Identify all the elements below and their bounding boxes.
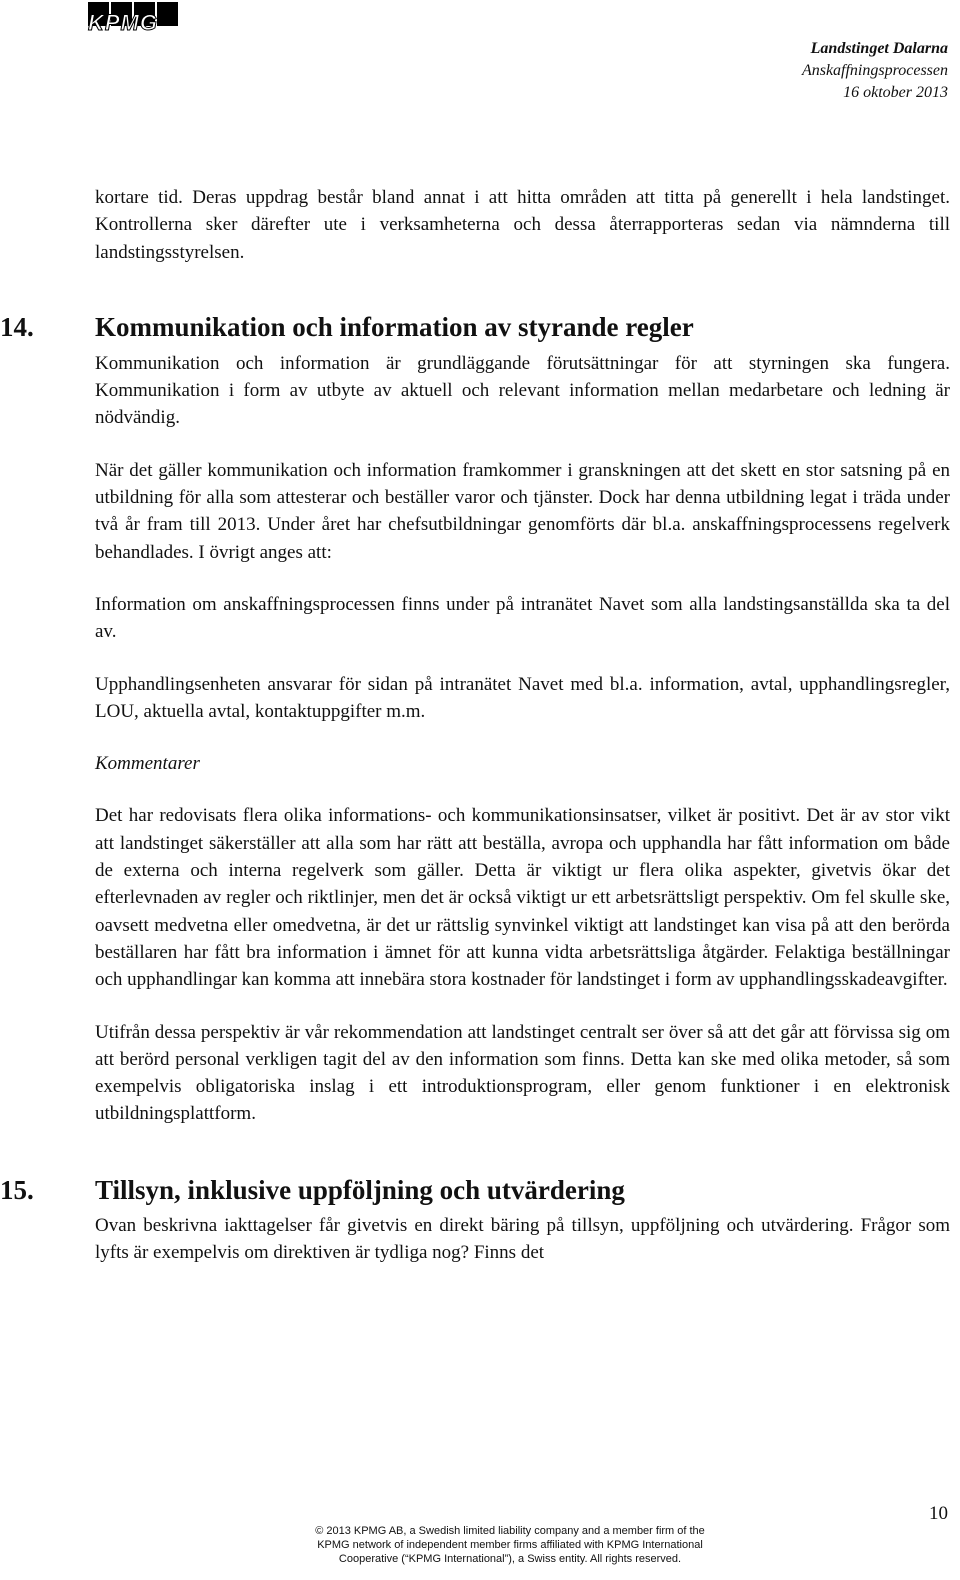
footer-line-1: © 2013 KPMG AB, a Swedish limited liability company and a member firm of the <box>315 1525 705 1537</box>
section-14-paragraph-6: Utifrån dessa perspektiv är vår rekommendation att landstinget centralt ser över så att det går att förvissa sig om att berörd personal verkligen tagit del av den information som finns. Detta kan ske med olika metoder, så som exempelvis obligatoriska inslag i ett introduktionsprogram, eller genom funktioner i en elektronisk utbildningsplattform. <box>95 1021 950 1125</box>
logo-text: KPMG <box>88 10 158 35</box>
footer-line-2: KPMG network of independent member firms affiliated with KPMG International <box>317 1539 703 1551</box>
section-14-paragraph-5: Det har redovisats flera olika informations- och kommunikationsinsatser, vilket är positivt. Det är av stor vikt att landstinget säkerställer att alla som har rätt att beställa, avropa och upphandla har fått information om både de externa och interna regelverk som gäller. Detta är viktigt ur flera olika aspekter, givetvis ökar det efterlevnaden av regler och riktlinjer, men det är också viktigt ur ett arbetsrättsligt perspektiv. Om fel skulle ske, oavsett medvetna eller omedvetna, är det ur rättslig synvinkel viktigt att landstinget kan visa på att den berörda beställaren har fått bra information i ämnet för att kunna vidta arbetsrättsliga åtgärder. Felaktiga beställningar och upphandlingar kan komma att innebära stora kostnader för landstinget i form av upphandlingsskadeavgifter. <box>95 805 950 991</box>
header-organization: Landstinget Dalarna <box>810 40 948 57</box>
section-14-paragraph-3: Information om anskaffningsprocessen finns under på intranätet Navet som alla landstingsanställda ska ta del av. <box>95 593 950 643</box>
kpmg-logo <box>88 2 178 36</box>
page-number: 10 <box>929 1503 948 1524</box>
section-14-heading <box>0 310 950 344</box>
page-footer <box>290 1524 730 1566</box>
header-date: 16 oktober 2013 <box>843 84 948 101</box>
section-15-heading <box>0 1173 950 1207</box>
section-15-paragraph-1: Ovan beskrivna iakttagelser får givetvis en direkt bäring på tillsyn, uppföljning och utvärdering. Frågor som lyfts är exempelvis om direktiven är tydliga nog? Finns det <box>95 1214 950 1264</box>
comments-label: Kommentarer <box>95 753 200 775</box>
section-14-title: Kommunikation och information av styrande regler <box>95 311 694 342</box>
intro-paragraph: kortare tid. Deras uppdrag består bland annat i att hitta områden att titta på generellt i hela landstinget. Kontrollerna sker därefter ute i verksamheterna och dessa återrapporteras sedan via nämnderna till landstingsstyrelsen. <box>95 187 950 263</box>
section-14-paragraph-1: Kommunikation och information är grundläggande förutsättningar för att styrningen ska fungera. Kommunikation i form av utbyte av aktuell och relevant information mellan medarbetare och ledning är nödvändig. <box>95 352 950 429</box>
section-14-number: 14. <box>0 311 34 342</box>
section-14-paragraph-2: När det gäller kommunikation och information framkommer i granskningen att det skett en stor satsning på en utbildning för alla som attesterar och beställer varor och tjänster. Dock har denna utbildning legat i träda under två år fram till 2013. Under året har chefsutbildningar genomförts där bl.a. anskaffningsprocessens regelverk behandlades. I övrigt anges att: <box>95 459 950 563</box>
section-14-paragraph-4: Upphandlingsenheten ansvarar för sidan på intranätet Navet med bl.a. information, avtal, upphandlingsregler, LOU, aktuella avtal, kontaktuppgifter m.m. <box>95 673 950 722</box>
header-report-title: Anskaffningsprocessen <box>801 62 948 79</box>
section-15-number: 15. <box>0 1174 34 1205</box>
document-body <box>0 184 950 1266</box>
footer-line-3: Cooperative (“KPMG International”), a Swiss entity. All rights reserved. <box>338 1553 682 1565</box>
page-header <box>802 38 948 104</box>
section-15-title: Tillsyn, inklusive uppföljning och utvärdering <box>95 1174 625 1205</box>
